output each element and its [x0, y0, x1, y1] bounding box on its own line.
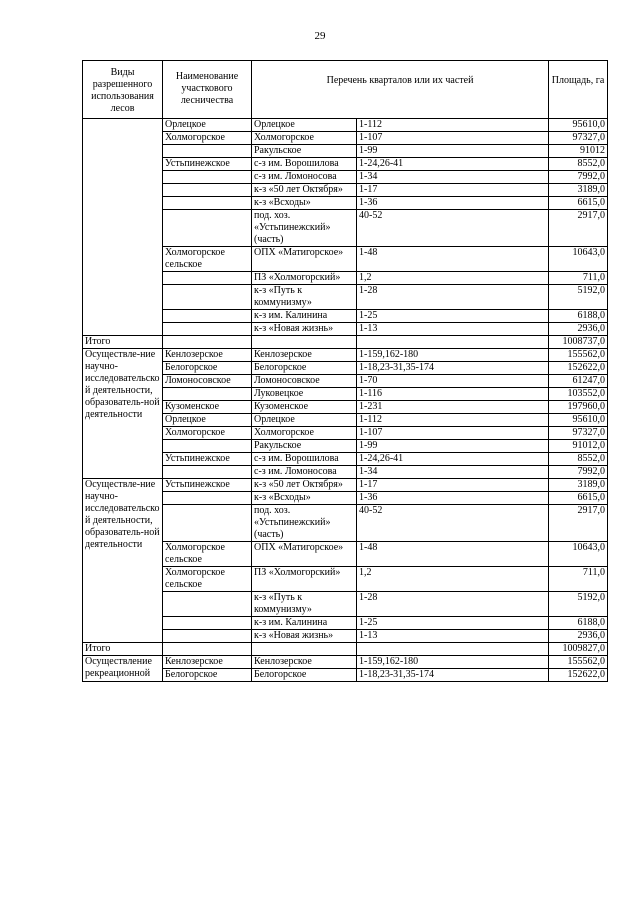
forestry-cell — [163, 492, 252, 505]
forestry-cell — [163, 171, 252, 184]
subdivision-cell: ОПХ «Матигорское» — [252, 247, 357, 272]
forestry-cell — [163, 184, 252, 197]
quarters-cell: 1-34 — [357, 171, 549, 184]
quarters-cell: 1-116 — [357, 388, 549, 401]
area-cell: 152622,0 — [549, 362, 608, 375]
quarters-cell: 1,2 — [357, 272, 549, 285]
quarters-cell: 1-48 — [357, 542, 549, 567]
subdivision-cell: с-з им. Ворошилова — [252, 453, 357, 466]
forestry-cell — [163, 630, 252, 643]
forestry-cell — [163, 643, 252, 656]
quarters-cell: 40-52 — [357, 505, 549, 542]
quarters-cell: 1-112 — [357, 414, 549, 427]
quarters-cell: 1-18,23-31,35-174 — [357, 669, 549, 682]
area-cell: 91012,0 — [549, 440, 608, 453]
forestry-cell — [163, 323, 252, 336]
area-cell: 6188,0 — [549, 310, 608, 323]
subdivision-cell: ПЗ «Холмогорский» — [252, 272, 357, 285]
header-forestry: Наименование участкового лесничества — [163, 61, 252, 119]
area-cell: 197960,0 — [549, 401, 608, 414]
table-row — [83, 349, 608, 362]
area-cell: 97327,0 — [549, 132, 608, 145]
subdivision-cell: Холмогорское — [252, 427, 357, 440]
forestry-cell: Ломоносовское — [163, 375, 252, 388]
use-type-cell — [83, 119, 163, 336]
use-type-cell: Осуществление рекреационной — [83, 656, 163, 682]
quarters-cell: 1-28 — [357, 285, 549, 310]
forestry-cell: Орлецкое — [163, 119, 252, 132]
area-cell: 6615,0 — [549, 492, 608, 505]
forestry-cell — [163, 505, 252, 542]
subdivision-cell: Кенлозерское — [252, 656, 357, 669]
subdivision-cell — [252, 643, 357, 656]
area-cell: 91012 — [549, 145, 608, 158]
quarters-cell: 1-18,23-31,35-174 — [357, 362, 549, 375]
area-cell: 711,0 — [549, 272, 608, 285]
area-cell: 3189,0 — [549, 184, 608, 197]
area-cell: 5192,0 — [549, 592, 608, 617]
quarters-cell: 1-24,26-41 — [357, 158, 549, 171]
forestry-cell: Устьпинежское — [163, 479, 252, 492]
quarters-cell: 1-48 — [357, 247, 549, 272]
quarters-cell: 1-13 — [357, 630, 549, 643]
subdivision-cell: с-з им. Ворошилова — [252, 158, 357, 171]
quarters-cell: 1-70 — [357, 375, 549, 388]
subdivision-cell: к-з «Путь к коммунизму» — [252, 285, 357, 310]
subdivision-cell: Ракульское — [252, 145, 357, 158]
table-row — [83, 479, 608, 492]
use-type-cell: Осуществле-ние научно-исследовательской деятельности, образователь-ной деятельности — [83, 479, 163, 643]
subdivision-cell: к-з им. Калинина — [252, 617, 357, 630]
use-type-cell: Осуществле-ние научно-исследовательской деятельности, образователь-ной деятельности — [83, 349, 163, 479]
area-cell: 61247,0 — [549, 375, 608, 388]
forestry-cell — [163, 145, 252, 158]
subdivision-cell: Холмогорское — [252, 132, 357, 145]
subdivision-cell: к-з «50 лет Октября» — [252, 479, 357, 492]
forestry-cell: Устьпинежское — [163, 158, 252, 171]
subdivision-cell: к-з «Всходы» — [252, 492, 357, 505]
area-cell: 5192,0 — [549, 285, 608, 310]
table-row — [83, 119, 608, 132]
subdivision-cell: Луковецкое — [252, 388, 357, 401]
forestry-cell: Кенлозерское — [163, 656, 252, 669]
area-cell: 155562,0 — [549, 349, 608, 362]
area-cell: 95610,0 — [549, 119, 608, 132]
subdivision-cell: ПЗ «Холмогорский» — [252, 567, 357, 592]
quarters-cell: 1-112 — [357, 119, 549, 132]
forestry-cell — [163, 466, 252, 479]
use-type-cell: Итого — [83, 336, 163, 349]
quarters-cell: 1-107 — [357, 427, 549, 440]
subdivision-cell: Орлецкое — [252, 119, 357, 132]
forestry-cell — [163, 388, 252, 401]
subdivision-cell: Ломоносовское — [252, 375, 357, 388]
forestry-cell — [163, 617, 252, 630]
quarters-cell: 1-17 — [357, 479, 549, 492]
area-cell: 10643,0 — [549, 247, 608, 272]
forestry-cell: Холмогорское — [163, 427, 252, 440]
area-cell: 8552,0 — [549, 453, 608, 466]
table-header-row — [83, 61, 608, 119]
quarters-cell: 1-13 — [357, 323, 549, 336]
subdivision-cell: к-з «Новая жизнь» — [252, 630, 357, 643]
quarters-cell — [357, 643, 549, 656]
forestry-cell: Белогорское — [163, 669, 252, 682]
quarters-cell: 1-107 — [357, 132, 549, 145]
table-row — [83, 336, 608, 349]
forestry-cell: Кенлозерское — [163, 349, 252, 362]
area-cell: 7992,0 — [549, 171, 608, 184]
quarters-cell: 1-17 — [357, 184, 549, 197]
forestry-cell — [163, 592, 252, 617]
subdivision-cell: к-з «50 лет Октября» — [252, 184, 357, 197]
subdivision-cell: к-з «Всходы» — [252, 197, 357, 210]
area-cell: 155562,0 — [549, 656, 608, 669]
subdivision-cell: Белогорское — [252, 362, 357, 375]
area-cell: 2936,0 — [549, 630, 608, 643]
forestry-cell: Белогорское — [163, 362, 252, 375]
quarters-cell: 1,2 — [357, 567, 549, 592]
forestry-cell — [163, 440, 252, 453]
quarters-cell: 1-159,162-180 — [357, 349, 549, 362]
header-area: Площадь, га — [549, 61, 608, 119]
subdivision-cell: Орлецкое — [252, 414, 357, 427]
quarters-cell — [357, 336, 549, 349]
page-number: 29 — [314, 30, 326, 42]
subdivision-cell: к-з «Путь к коммунизму» — [252, 592, 357, 617]
area-cell: 7992,0 — [549, 466, 608, 479]
area-cell: 1009827,0 — [549, 643, 608, 656]
area-cell: 2936,0 — [549, 323, 608, 336]
table-body — [83, 119, 608, 682]
area-cell: 711,0 — [549, 567, 608, 592]
area-cell: 152622,0 — [549, 669, 608, 682]
forestry-cell — [163, 272, 252, 285]
quarters-cell: 1-99 — [357, 145, 549, 158]
table-row — [83, 656, 608, 669]
forestry-cell: Кузоменское — [163, 401, 252, 414]
area-cell: 6615,0 — [549, 197, 608, 210]
forestry-cell — [163, 210, 252, 247]
subdivision-cell: под. хоз. «Устьпинежский» (часть) — [252, 210, 357, 247]
quarters-cell: 1-159,162-180 — [357, 656, 549, 669]
area-cell: 6188,0 — [549, 617, 608, 630]
area-cell: 2917,0 — [549, 505, 608, 542]
forestry-cell: Холмогорское сельское — [163, 542, 252, 567]
forestry-cell — [163, 310, 252, 323]
forestry-cell: Холмогорское сельское — [163, 567, 252, 592]
area-cell: 3189,0 — [549, 479, 608, 492]
forestry-cell — [163, 197, 252, 210]
forestry-cell — [163, 285, 252, 310]
forest-quarters-table — [82, 60, 608, 682]
subdivision-cell: под. хоз. «Устьпинежский» (часть) — [252, 505, 357, 542]
subdivision-cell: с-з им. Ломоносова — [252, 171, 357, 184]
quarters-cell: 1-28 — [357, 592, 549, 617]
forestry-cell: Холмогорское сельское — [163, 247, 252, 272]
use-type-cell: Итого — [83, 643, 163, 656]
subdivision-cell: Белогорское — [252, 669, 357, 682]
subdivision-cell: Ракульское — [252, 440, 357, 453]
subdivision-cell — [252, 336, 357, 349]
quarters-cell: 1-34 — [357, 466, 549, 479]
area-cell: 10643,0 — [549, 542, 608, 567]
header-use-type: Виды разрешенного использования лесов — [83, 61, 163, 119]
area-cell: 8552,0 — [549, 158, 608, 171]
forestry-cell — [163, 336, 252, 349]
forestry-cell: Холмогорское — [163, 132, 252, 145]
quarters-cell: 1-231 — [357, 401, 549, 414]
area-cell: 97327,0 — [549, 427, 608, 440]
area-cell: 1008737,0 — [549, 336, 608, 349]
subdivision-cell: к-з «Новая жизнь» — [252, 323, 357, 336]
quarters-cell: 1-99 — [357, 440, 549, 453]
forestry-cell: Устьпинежское — [163, 453, 252, 466]
forestry-cell: Орлецкое — [163, 414, 252, 427]
subdivision-cell: к-з им. Калинина — [252, 310, 357, 323]
subdivision-cell: с-з им. Ломоносова — [252, 466, 357, 479]
quarters-cell: 40-52 — [357, 210, 549, 247]
area-cell: 95610,0 — [549, 414, 608, 427]
table-row — [83, 643, 608, 656]
quarters-cell: 1-24,26-41 — [357, 453, 549, 466]
header-quarters: Перечень кварталов или их частей — [252, 61, 549, 119]
quarters-cell: 1-25 — [357, 617, 549, 630]
area-cell: 103552,0 — [549, 388, 608, 401]
quarters-cell: 1-36 — [357, 492, 549, 505]
subdivision-cell: Кенлозерское — [252, 349, 357, 362]
quarters-cell: 1-25 — [357, 310, 549, 323]
subdivision-cell: ОПХ «Матигорское» — [252, 542, 357, 567]
quarters-cell: 1-36 — [357, 197, 549, 210]
area-cell: 2917,0 — [549, 210, 608, 247]
subdivision-cell: Кузоменское — [252, 401, 357, 414]
